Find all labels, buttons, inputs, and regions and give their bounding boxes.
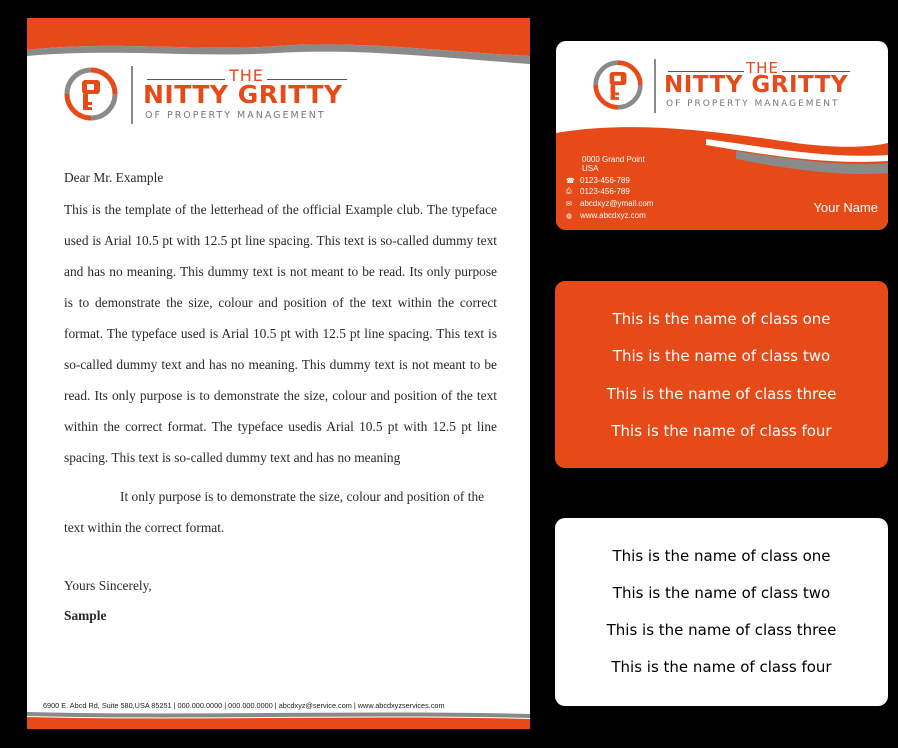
letter-closing: Yours Sincerely, (64, 578, 152, 593)
key-p-logo-icon (63, 66, 119, 122)
card-email: abcdxyz@ymail.com (580, 199, 654, 208)
card-address-line2: USA (582, 164, 599, 173)
card-web-row (566, 211, 646, 220)
class-item-two: This is the name of class two (612, 347, 831, 365)
card-address-line1: 0000 Grand Point (582, 155, 645, 164)
letterhead (27, 18, 530, 729)
globe-icon: ◍ (566, 212, 573, 220)
card-logo-divider (654, 59, 656, 113)
letter-body-2 (64, 481, 502, 543)
logo-divider (131, 66, 133, 124)
card-logo-name: NITTY GRITTY (664, 72, 849, 98)
card-logo-the: THE (746, 59, 779, 77)
logo-subtitle: OF PROPERTY MANAGEMENT (145, 110, 326, 121)
card-email-row (566, 199, 653, 208)
class-item-three: This is the name of class three (606, 621, 837, 639)
card-phone2-row (566, 187, 630, 196)
class-item-four: This is the name of class four (611, 422, 832, 440)
business-card (556, 41, 888, 230)
class-card-orange (555, 281, 888, 468)
logo-name: NITTY GRITTY (143, 80, 343, 109)
letter-footer: 6900 E. Abcd Rd, Suite 580,USA 85251 | 000.000.0000 | 000.000.0000 | abcdxyz@service.com | www.abcdxyzservices.com (43, 701, 445, 710)
class-item-one: This is the name of class one (612, 310, 831, 328)
letter-signature: Sample (64, 608, 107, 623)
letterhead-logo (63, 64, 363, 128)
card-your-name: Your Name (813, 200, 878, 215)
card-phone2: 0123-456-789 (580, 187, 630, 196)
key-p-logo-icon (592, 59, 644, 111)
class-item-two: This is the name of class two (612, 584, 831, 602)
logo-the: THE (229, 66, 264, 85)
class-item-one: This is the name of class one (612, 547, 831, 565)
footer-wave (27, 708, 530, 729)
class-card-white (555, 518, 888, 706)
card-logo-subtitle: OF PROPERTY MANAGEMENT (666, 99, 840, 109)
class-item-four: This is the name of class four (611, 658, 832, 676)
letter-body: This is the template of the letterhead of the official Example club. The typeface used is Arial 10.5 pt with 12.5 pt line spacing. This text is so-called dummy text and has no meaning. This dummy text is not meant to be read. Its only purpose is to demonstrate the size, colour and position of the text within the correct format. The typeface used is Arial 10.5 pt with 12.5 pt line spacing. This text is so-called dummy text and has no meaning. This dummy text is not meant to be read. Its only purpose is to demonstrate the size, colour and position of the text within the correct format. The typeface usedis Arial 10.5 pt with 12.5 pt line spacing. This text is so-called dummy text and has no meaning (64, 202, 497, 465)
letter-body-2-text: It only purpose is to demonstrate the size, colour and position of the text within the correct format. (64, 489, 485, 535)
card-logo (592, 57, 888, 117)
phone-icon: ☎ (566, 177, 575, 185)
letter-greeting: Dear Mr. Example (64, 170, 164, 185)
fax-icon: ⎙ (566, 187, 572, 195)
card-phone1: 0123-456-789 (580, 176, 630, 185)
card-web: www.abcdxyz.com (580, 211, 646, 220)
class-item-three: This is the name of class three (606, 385, 837, 403)
mail-icon: ✉ (566, 200, 572, 208)
card-phone1-row (566, 176, 630, 185)
